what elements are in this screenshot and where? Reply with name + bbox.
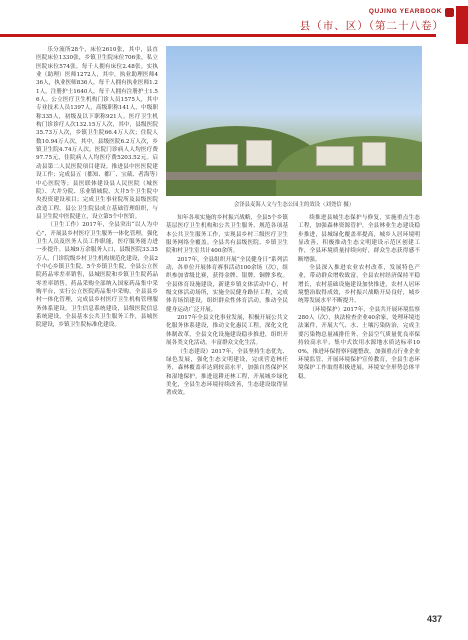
header-red-tab [456,6,468,44]
paragraph: 全县深入推进农业农村改革，发展特色产业，带动群众增收致富，全县农村经济保持平稳增长，农村基础设施建设加快推进，农村人居环境整治取得成效，乡村振兴战略开局良好，城乡统筹发展水平不断提升。 [298,265,420,305]
yearbook-logo-text: QUJING YEARBOOK [368,8,442,15]
paragraph: 知年各项实施的乡村振兴战略，全县5个乡镇基层医疗卫生机构和公共卫生服务、规范各项基本公共卫生服务工作，实现县乡村三级医疗卫生服务网络全覆盖。全县共有县级医院、乡镇卫生院和村卫生室共计400余所。 [166,215,288,255]
paragraph: 乐分流所28个，床位2610张，其中，县直医院床位1330张，乡镇卫生院床位706张，私立医院床位574张。每千人拥有床位2.48张。实执业（助理）医师1272人，其中，执业助理医师436人，执业医师836人，每千人拥有执业医师1.21人，注册护士1640人，每千人拥有注册护士1.56人。公立医疗卫生机构门诊人员1575人，其中专业技术人员1397人，高级职称141人，中级职称335人，初级及以下职称921人。医疗卫生机构门诊诊疗人次132.15万人次，其中，县级医院35.73万人次，乡镇卫生院66.4万人次；住院人数10.94万人次，其中，县级医院6.2万人次，乡镇卫生院4.74万人次。医院门诊病人人均医疗费97.75元，住院病人人均医疗费5203.52元。启动县第二人民医院项目建设。推进县中医医院建设工作；完成县五（都知、都厂、宝葳、者海等）中心医院等；县医联体建设县人民医院（城医院）、大井分院、乐业镇城院、大井5个卫生院中央投资建设项目；完成卫生事业院所及县级医院改造工程。县公卫生院县成立基础管理组织，与县卫生院中医院建立，设立第5个中医馆。 [36,47,158,220]
page-header [0,0,468,44]
section-title: 县（市、区）（第二十八卷） [299,20,444,32]
text-column-1 [36,46,158,594]
yearbook-logo-icon [445,8,454,17]
page-number: 437 [426,614,442,624]
text-column-3 [298,214,420,594]
figure-caption: 会泽县麦海人文与生态公园主的效设（刘尧信 摄） [233,202,355,208]
paragraph: （卫生工作）2017年，全县突出“以人为中心”，开展县乡村医疗卫生服务一体化管理，强化卫生人员及医务人员工作职能，医疗服务能力进一步提升。县城9万余服务人口，县级医院33.35万人，门诊院级乡村卫生机构规范化建设，全县2个中心乡镇卫生院，5个乡镇卫生院，全县公立医院药品零差率销售，县城医院和乡镇卫生院药品零差率销售，药品采购全部纳入国家药品集中采购平台，实行公立医院药品集中采购，全县县乡村一体化管理，完成县乡村医疗卫生机构管理服务体系建设，卫生信息系统建设，县级医院信息系统建设，全县基本公共卫生服务工作，县城医院建设，乡镇卫生院标准化建设。 [36,222,158,329]
paragraph: （生态建设）2017年，全县坚持生态优先、绿色发展，强化生态文明建设，完成营造林任务，森林覆盖率达到较高水平，加强自然保护区和湿地保护，推进退耕还林工程，开展城乡绿化美化，全县生态环境持续改善，生态建设取得显著成效。 [166,348,288,397]
paragraph: 2017年全县文化事业发展，积极开展公共文化服务体系建设，推动文化惠民工程，深化文化体制改革，全县文化设施建设稳步推进，组织开展各类文化活动，丰富群众文化生活。 [166,315,288,347]
paragraph: （环境保护）2017年，全县共开展环境监察280人（次），执法检查企业40余家，处理环境违法案件，开展大气、水、土壤污染防治，完成主要污染物总量减排任务，全县空气质量优良率保持较高水平，集中式饮用水源地水质达标率100%，推进环保督察问题整改，加强重点行业企业环境监管，开展环境保护宣传教育，全县生态环境保护工作取得积极进展，环境安全形势总体平稳。 [298,306,420,380]
header-red-rule [0,34,436,37]
paragraph: 2017年，全县组织开展“全民健身日”系列活动，各单位开展体育赛事活动100余场（次），组织参加省级比赛，获得金牌、银牌、铜牌多枚。全县体育设施建设，新建乡镇文体活动中心，村级文体活动场所，实施全民健身路径工程，完成体育场馆建设，组织群众性体育活动，推动全民健身运动广泛开展。 [166,256,288,313]
text-column-2 [166,214,288,594]
figure [166,44,422,210]
paragraph: 续推进县城生态保护与修复，实施重点生态工程，加强森林资源管护，全县林业生态建设稳步推进，县城绿化覆盖率提高，城乡人居环境明显改善，积极推动生态文明建设示范区创建工作，全县环境质量持续向好，群众生态获得感不断增强。 [298,215,420,263]
landscape-photo [166,46,422,196]
